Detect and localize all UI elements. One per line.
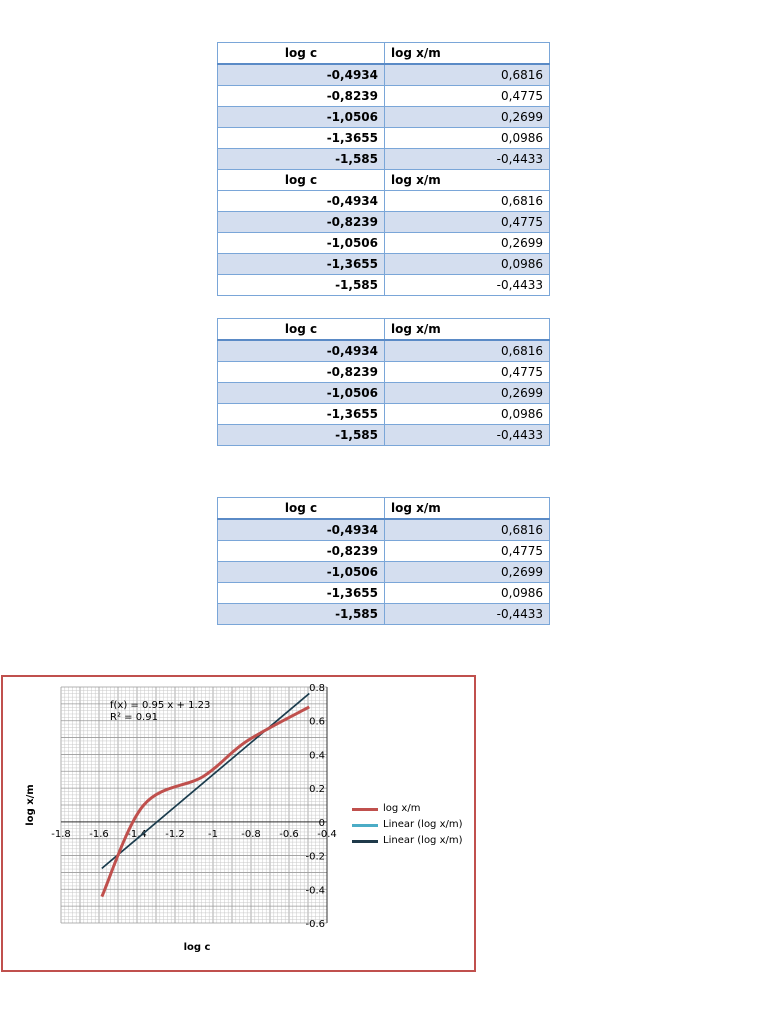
cell-log-xm: 0,6816: [385, 64, 550, 86]
table-row: [218, 562, 550, 583]
legend-label: log x/m: [383, 803, 421, 814]
table-row: [218, 583, 550, 604]
header-log-c: log c: [218, 170, 385, 191]
cell-log-xm: 0,0986: [385, 583, 550, 604]
x-tick-label: -0.4: [317, 828, 337, 840]
data-table-1: [217, 42, 550, 296]
cell-log-xm: 0,2699: [385, 107, 550, 128]
cell-log-c: -0,4934: [218, 191, 385, 212]
cell-log-xm: 0,2699: [385, 562, 550, 583]
header-log-c: log c: [218, 43, 385, 65]
cell-log-c: -1,3655: [218, 404, 385, 425]
header-log-xm: log x/m: [385, 319, 550, 341]
table-row: [218, 86, 550, 107]
cell-log-xm: 0,6816: [385, 340, 550, 362]
cell-log-c: -1,585: [218, 604, 385, 625]
cell-log-xm: 0,2699: [385, 383, 550, 404]
y-tick-label: 0.2: [309, 784, 325, 796]
header-log-xm: log x/m: [385, 498, 550, 520]
cell-log-c: -1,585: [218, 425, 385, 446]
data-table-2: [217, 318, 550, 446]
cell-log-xm: -0,4433: [385, 604, 550, 625]
table-header-row: [218, 170, 550, 191]
legend-swatch: [352, 808, 378, 811]
table-row: [218, 64, 550, 86]
table-row: [218, 362, 550, 383]
header-log-c: log c: [218, 498, 385, 520]
legend-item: [352, 833, 463, 849]
y-tick-label: -0.6: [305, 919, 325, 930]
x-tick-label: -1.6: [89, 828, 109, 840]
table-row: [218, 340, 550, 362]
cell-log-c: -1,3655: [218, 128, 385, 149]
table-header-row: [218, 319, 550, 341]
x-tick-label: -0.8: [241, 828, 261, 840]
cell-log-c: -0,8239: [218, 362, 385, 383]
table-row: [218, 128, 550, 149]
y-axis-title: log x/m: [25, 784, 36, 826]
cell-log-xm: 0,2699: [385, 233, 550, 254]
cell-log-xm: -0,4433: [385, 275, 550, 296]
cell-log-c: -1,0506: [218, 562, 385, 583]
data-table-3: [217, 497, 550, 625]
legend-swatch: [352, 840, 378, 843]
cell-log-c: -1,585: [218, 149, 385, 170]
x-tick-label: -0.6: [279, 828, 299, 840]
table-row: [218, 425, 550, 446]
y-tick-label: 0.4: [309, 750, 325, 762]
cell-log-c: -1,3655: [218, 254, 385, 275]
cell-log-xm: 0,4775: [385, 541, 550, 562]
x-tick-label: -1.8: [51, 828, 71, 840]
legend-item: [352, 817, 463, 833]
cell-log-c: -0,4934: [218, 340, 385, 362]
r-squared-label: R² = 0.91: [110, 712, 158, 723]
cell-log-c: -0,4934: [218, 64, 385, 86]
cell-log-xm: 0,4775: [385, 212, 550, 233]
table-row: [218, 541, 550, 562]
table-row: [218, 107, 550, 128]
table-header-row: [218, 498, 550, 520]
cell-log-c: -1,0506: [218, 233, 385, 254]
cell-log-c: -1,585: [218, 275, 385, 296]
legend-item: [352, 801, 463, 817]
legend-label: Linear (log x/m): [383, 835, 463, 846]
y-tick-label: 0.6: [309, 716, 325, 728]
cell-log-xm: -0,4433: [385, 149, 550, 170]
x-tick-label: -1.2: [165, 828, 185, 840]
legend-label: Linear (log x/m): [383, 819, 463, 830]
cell-log-xm: 0,6816: [385, 191, 550, 212]
header-log-c: log c: [218, 319, 385, 341]
cell-log-c: -0,4934: [218, 519, 385, 541]
trendline-equation: f(x) = 0.95 x + 1.23: [110, 700, 211, 711]
table-row: [218, 254, 550, 275]
cell-log-xm: 0,6816: [385, 519, 550, 541]
table-row: [218, 233, 550, 254]
y-tick-label: 0: [318, 817, 325, 829]
cell-log-xm: -0,4433: [385, 425, 550, 446]
table-row: [218, 275, 550, 296]
cell-log-c: -0,8239: [218, 86, 385, 107]
table-row: [218, 212, 550, 233]
cell-log-c: -1,0506: [218, 107, 385, 128]
chart-legend: [352, 801, 463, 849]
table-row: [218, 191, 550, 212]
legend-swatch: [352, 824, 378, 827]
table-row: [218, 404, 550, 425]
y-tick-label: 0.8: [309, 683, 325, 694]
y-tick-label: -0.4: [305, 885, 325, 897]
table-row: [218, 149, 550, 170]
table-row: [218, 383, 550, 404]
table-header-row: [218, 43, 550, 65]
cell-log-c: -1,3655: [218, 583, 385, 604]
cell-log-c: -0,8239: [218, 212, 385, 233]
table-row: [218, 519, 550, 541]
cell-log-xm: 0,0986: [385, 404, 550, 425]
cell-log-c: -0,8239: [218, 541, 385, 562]
table-row: [218, 604, 550, 625]
x-tick-label: -1.4: [127, 828, 147, 840]
y-tick-label: -0.2: [305, 851, 325, 863]
x-tick-label: -1: [208, 828, 218, 840]
cell-log-xm: 0,0986: [385, 254, 550, 275]
cell-log-xm: 0,4775: [385, 362, 550, 383]
header-log-xm: log x/m: [385, 170, 550, 191]
chart-area: [1, 675, 476, 972]
cell-log-xm: 0,0986: [385, 128, 550, 149]
cell-log-c: -1,0506: [218, 383, 385, 404]
header-log-xm: log x/m: [385, 43, 550, 65]
cell-log-xm: 0,4775: [385, 86, 550, 107]
x-axis-title: log c: [183, 942, 211, 953]
